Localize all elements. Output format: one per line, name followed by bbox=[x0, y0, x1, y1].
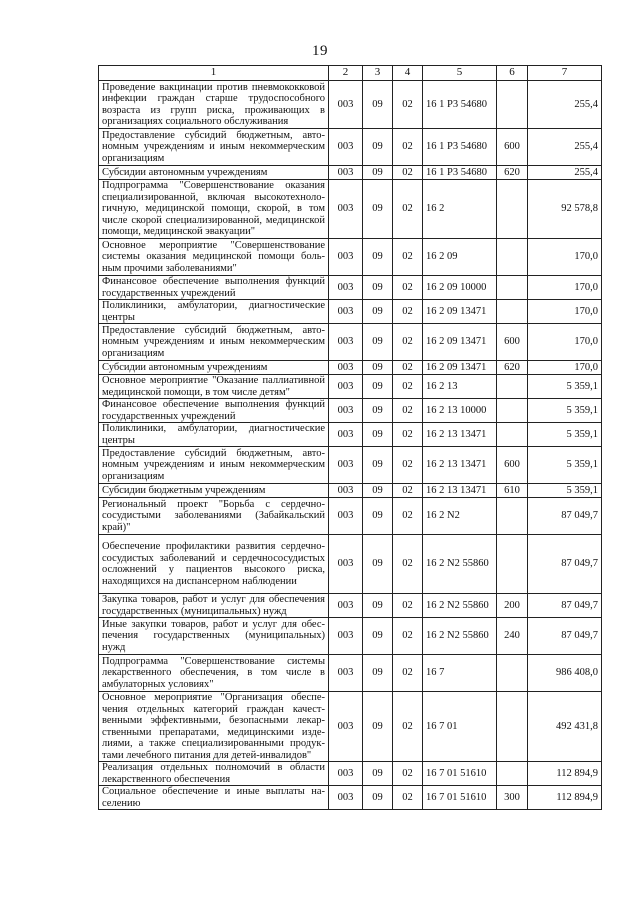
table-row bbox=[99, 300, 602, 324]
row-name: Субсидии автономным учреждениям bbox=[99, 166, 329, 180]
row-section: 09 bbox=[363, 180, 393, 239]
row-name: Закупка товаров, работ и услуг для обеспечения государственных (муниципальных) нужд bbox=[99, 594, 329, 618]
row-amount: 5 359,1 bbox=[528, 484, 602, 498]
row-name: Субсидии автономным учреждениям bbox=[99, 361, 329, 375]
table-row bbox=[99, 484, 602, 498]
row-name: Финансовое обеспечение выполнения функций государственных учреждений bbox=[99, 276, 329, 300]
row-target-code: 16 1 P3 54680 bbox=[423, 166, 497, 180]
row-name: Иные закупки товаров, работ и услуг для обеспечения государственных (муниципальных) нужд bbox=[99, 618, 329, 655]
row-target-code: 16 2 13 13471 bbox=[423, 484, 497, 498]
row-amount: 5 359,1 bbox=[528, 447, 602, 484]
row-amount: 170,0 bbox=[528, 276, 602, 300]
row-amount: 255,4 bbox=[528, 129, 602, 166]
row-admin-code: 003 bbox=[329, 535, 363, 594]
row-admin-code: 003 bbox=[329, 129, 363, 166]
row-name: Реализация отдельных полномочий в области лекарственного обеспечения bbox=[99, 762, 329, 786]
row-amount: 170,0 bbox=[528, 324, 602, 361]
row-subsection: 02 bbox=[393, 447, 423, 484]
table-row bbox=[99, 786, 602, 810]
table-row bbox=[99, 361, 602, 375]
row-expense-type bbox=[497, 498, 528, 535]
row-subsection: 02 bbox=[393, 655, 423, 692]
row-expense-type: 240 bbox=[497, 618, 528, 655]
row-name: Основное мероприятие "Организация обеспечения отдельных категорий граждан качественными эффективными, безопасными лекарственными препаратами, медицинскими изделиями, а также специализированными продуктами лечебного питания для детей-инвалидов" bbox=[99, 692, 329, 762]
row-target-code: 16 2 09 13471 bbox=[423, 300, 497, 324]
table-row bbox=[99, 399, 602, 423]
row-admin-code: 003 bbox=[329, 692, 363, 762]
row-admin-code: 003 bbox=[329, 239, 363, 276]
row-section: 09 bbox=[363, 655, 393, 692]
table-row bbox=[99, 535, 602, 594]
row-section: 09 bbox=[363, 166, 393, 180]
row-target-code: 16 2 09 10000 bbox=[423, 276, 497, 300]
row-target-code: 16 2 N2 55860 bbox=[423, 618, 497, 655]
row-target-code: 16 7 bbox=[423, 655, 497, 692]
row-subsection: 02 bbox=[393, 166, 423, 180]
row-subsection: 02 bbox=[393, 618, 423, 655]
row-admin-code: 003 bbox=[329, 655, 363, 692]
table-row bbox=[99, 239, 602, 276]
row-expense-type bbox=[497, 239, 528, 276]
row-name: Предоставление субсидий бюджетным, автономным учреждениям и иным некоммерческим организациям bbox=[99, 324, 329, 361]
row-subsection: 02 bbox=[393, 375, 423, 399]
row-target-code: 16 2 09 bbox=[423, 239, 497, 276]
row-expense-type: 620 bbox=[497, 166, 528, 180]
row-name: Финансовое обеспечение выполнения функций государственных учреждений bbox=[99, 399, 329, 423]
row-name: Региональный проект "Борьба с сердечнососудистыми заболеваниями (Забайкальский край)" bbox=[99, 498, 329, 535]
row-section: 09 bbox=[363, 447, 393, 484]
row-expense-type bbox=[497, 81, 528, 129]
row-admin-code: 003 bbox=[329, 276, 363, 300]
row-admin-code: 003 bbox=[329, 324, 363, 361]
header-cell: 6 bbox=[497, 66, 528, 81]
row-amount: 87 049,7 bbox=[528, 498, 602, 535]
row-expense-type bbox=[497, 180, 528, 239]
row-expense-type: 600 bbox=[497, 129, 528, 166]
row-name: Социальное обеспечение и иные выплаты населению bbox=[99, 786, 329, 810]
row-target-code: 16 2 13 13471 bbox=[423, 423, 497, 447]
row-subsection: 02 bbox=[393, 129, 423, 166]
row-target-code: 16 2 bbox=[423, 180, 497, 239]
row-subsection: 02 bbox=[393, 81, 423, 129]
table-row bbox=[99, 762, 602, 786]
row-expense-type bbox=[497, 692, 528, 762]
table-body bbox=[99, 81, 602, 810]
budget-table bbox=[98, 65, 602, 810]
header-cell: 4 bbox=[393, 66, 423, 81]
row-expense-type bbox=[497, 423, 528, 447]
row-section: 09 bbox=[363, 594, 393, 618]
row-target-code: 16 2 N2 bbox=[423, 498, 497, 535]
row-section: 09 bbox=[363, 618, 393, 655]
row-admin-code: 003 bbox=[329, 498, 363, 535]
row-section: 09 bbox=[363, 239, 393, 276]
row-section: 09 bbox=[363, 786, 393, 810]
header-cell: 3 bbox=[363, 66, 393, 81]
row-amount: 986 408,0 bbox=[528, 655, 602, 692]
row-section: 09 bbox=[363, 423, 393, 447]
row-admin-code: 003 bbox=[329, 594, 363, 618]
row-subsection: 02 bbox=[393, 361, 423, 375]
row-target-code: 16 7 01 51610 bbox=[423, 786, 497, 810]
row-subsection: 02 bbox=[393, 276, 423, 300]
row-expense-type: 600 bbox=[497, 447, 528, 484]
row-amount: 170,0 bbox=[528, 239, 602, 276]
row-admin-code: 003 bbox=[329, 166, 363, 180]
table-row bbox=[99, 655, 602, 692]
row-amount: 170,0 bbox=[528, 300, 602, 324]
row-expense-type: 200 bbox=[497, 594, 528, 618]
table-header-row bbox=[99, 66, 602, 81]
table-row bbox=[99, 618, 602, 655]
row-section: 09 bbox=[363, 300, 393, 324]
row-amount: 87 049,7 bbox=[528, 535, 602, 594]
row-name: Поликлиники, амбулатории, диагностические центры bbox=[99, 423, 329, 447]
table-row bbox=[99, 324, 602, 361]
row-name: Предоставление субсидий бюджетным, автономным учреждениям и иным некоммерческим организациям bbox=[99, 129, 329, 166]
header-cell: 7 bbox=[528, 66, 602, 81]
table-row bbox=[99, 180, 602, 239]
row-section: 09 bbox=[363, 81, 393, 129]
row-amount: 255,4 bbox=[528, 166, 602, 180]
row-subsection: 02 bbox=[393, 324, 423, 361]
row-target-code: 16 7 01 51610 bbox=[423, 762, 497, 786]
row-amount: 112 894,9 bbox=[528, 786, 602, 810]
row-name: Основное мероприятие "Совершенствование системы оказания медицинской помощи больным прочими заболеваниями" bbox=[99, 239, 329, 276]
row-subsection: 02 bbox=[393, 180, 423, 239]
row-amount: 112 894,9 bbox=[528, 762, 602, 786]
row-subsection: 02 bbox=[393, 762, 423, 786]
row-admin-code: 003 bbox=[329, 300, 363, 324]
table-row bbox=[99, 498, 602, 535]
row-amount: 170,0 bbox=[528, 361, 602, 375]
row-target-code: 16 2 13 13471 bbox=[423, 447, 497, 484]
row-expense-type: 610 bbox=[497, 484, 528, 498]
row-subsection: 02 bbox=[393, 786, 423, 810]
row-admin-code: 003 bbox=[329, 786, 363, 810]
row-name: Проведение вакцинации против пневмококковой инфекции граждан старше трудоспособного возраста из групп риска, проживающих в организациях социального обслуживания bbox=[99, 81, 329, 129]
table-row bbox=[99, 166, 602, 180]
row-expense-type: 600 bbox=[497, 324, 528, 361]
row-name: Подпрограмма "Совершенствование системы лекарственного обеспечения, в том числе в амбулаторных условиях" bbox=[99, 655, 329, 692]
row-section: 09 bbox=[363, 692, 393, 762]
row-admin-code: 003 bbox=[329, 375, 363, 399]
row-name: Обеспечение профилактики развития сердечно-сосудистых заболеваний и сердечнососудистых осложнений у пациентов высокого риска, находящихся на диспансерном наблюдении bbox=[99, 535, 329, 594]
row-subsection: 02 bbox=[393, 423, 423, 447]
row-target-code: 16 2 N2 55860 bbox=[423, 535, 497, 594]
row-section: 09 bbox=[363, 498, 393, 535]
row-target-code: 16 2 09 13471 bbox=[423, 324, 497, 361]
row-target-code: 16 2 13 10000 bbox=[423, 399, 497, 423]
row-section: 09 bbox=[363, 324, 393, 361]
header-cell: 2 bbox=[329, 66, 363, 81]
row-name: Подпрограмма "Совершенствование оказания специализированной, включая высокотехнологичную, медицинской помощи, скорой, в том числе скорой специализированной, медицинской помощи, медицинской эвакуации" bbox=[99, 180, 329, 239]
table-row bbox=[99, 594, 602, 618]
row-target-code: 16 2 N2 55860 bbox=[423, 594, 497, 618]
row-expense-type: 300 bbox=[497, 786, 528, 810]
row-amount: 5 359,1 bbox=[528, 423, 602, 447]
row-subsection: 02 bbox=[393, 498, 423, 535]
row-amount: 87 049,7 bbox=[528, 618, 602, 655]
row-name: Субсидии бюджетным учреждениям bbox=[99, 484, 329, 498]
table-row bbox=[99, 81, 602, 129]
row-section: 09 bbox=[363, 129, 393, 166]
row-section: 09 bbox=[363, 361, 393, 375]
row-target-code: 16 1 P3 54680 bbox=[423, 129, 497, 166]
table-row bbox=[99, 692, 602, 762]
row-subsection: 02 bbox=[393, 594, 423, 618]
row-expense-type bbox=[497, 399, 528, 423]
row-admin-code: 003 bbox=[329, 399, 363, 423]
row-admin-code: 003 bbox=[329, 423, 363, 447]
row-target-code: 16 2 09 13471 bbox=[423, 361, 497, 375]
row-name: Поликлиники, амбулатории, диагностические центры bbox=[99, 300, 329, 324]
header-cell: 1 bbox=[99, 66, 329, 81]
row-target-code: 16 7 01 bbox=[423, 692, 497, 762]
table-row bbox=[99, 129, 602, 166]
row-admin-code: 003 bbox=[329, 447, 363, 484]
row-subsection: 02 bbox=[393, 239, 423, 276]
row-expense-type: 620 bbox=[497, 361, 528, 375]
row-admin-code: 003 bbox=[329, 81, 363, 129]
row-section: 09 bbox=[363, 484, 393, 498]
table-row bbox=[99, 375, 602, 399]
row-admin-code: 003 bbox=[329, 618, 363, 655]
row-admin-code: 003 bbox=[329, 361, 363, 375]
row-amount: 5 359,1 bbox=[528, 399, 602, 423]
row-subsection: 02 bbox=[393, 484, 423, 498]
row-admin-code: 003 bbox=[329, 762, 363, 786]
table-row bbox=[99, 276, 602, 300]
row-amount: 87 049,7 bbox=[528, 594, 602, 618]
row-subsection: 02 bbox=[393, 300, 423, 324]
row-expense-type bbox=[497, 535, 528, 594]
row-section: 09 bbox=[363, 399, 393, 423]
row-admin-code: 003 bbox=[329, 484, 363, 498]
row-section: 09 bbox=[363, 276, 393, 300]
row-target-code: 16 1 P3 54680 bbox=[423, 81, 497, 129]
row-section: 09 bbox=[363, 762, 393, 786]
row-section: 09 bbox=[363, 375, 393, 399]
row-expense-type bbox=[497, 762, 528, 786]
header-cell: 5 bbox=[423, 66, 497, 81]
row-amount: 255,4 bbox=[528, 81, 602, 129]
row-subsection: 02 bbox=[393, 535, 423, 594]
row-amount: 5 359,1 bbox=[528, 375, 602, 399]
table-row bbox=[99, 447, 602, 484]
row-admin-code: 003 bbox=[329, 180, 363, 239]
row-expense-type bbox=[497, 375, 528, 399]
page-number: 19 bbox=[312, 43, 328, 59]
row-amount: 492 431,8 bbox=[528, 692, 602, 762]
row-subsection: 02 bbox=[393, 692, 423, 762]
row-amount: 92 578,8 bbox=[528, 180, 602, 239]
row-expense-type bbox=[497, 655, 528, 692]
row-expense-type bbox=[497, 276, 528, 300]
row-section: 09 bbox=[363, 535, 393, 594]
row-name: Предоставление субсидий бюджетным, автономным учреждениям и иным некоммерческим организациям bbox=[99, 447, 329, 484]
row-name: Основное мероприятие "Оказание паллиативной медицинской помощи, в том числе детям" bbox=[99, 375, 329, 399]
row-expense-type bbox=[497, 300, 528, 324]
row-target-code: 16 2 13 bbox=[423, 375, 497, 399]
row-subsection: 02 bbox=[393, 399, 423, 423]
table-row bbox=[99, 423, 602, 447]
